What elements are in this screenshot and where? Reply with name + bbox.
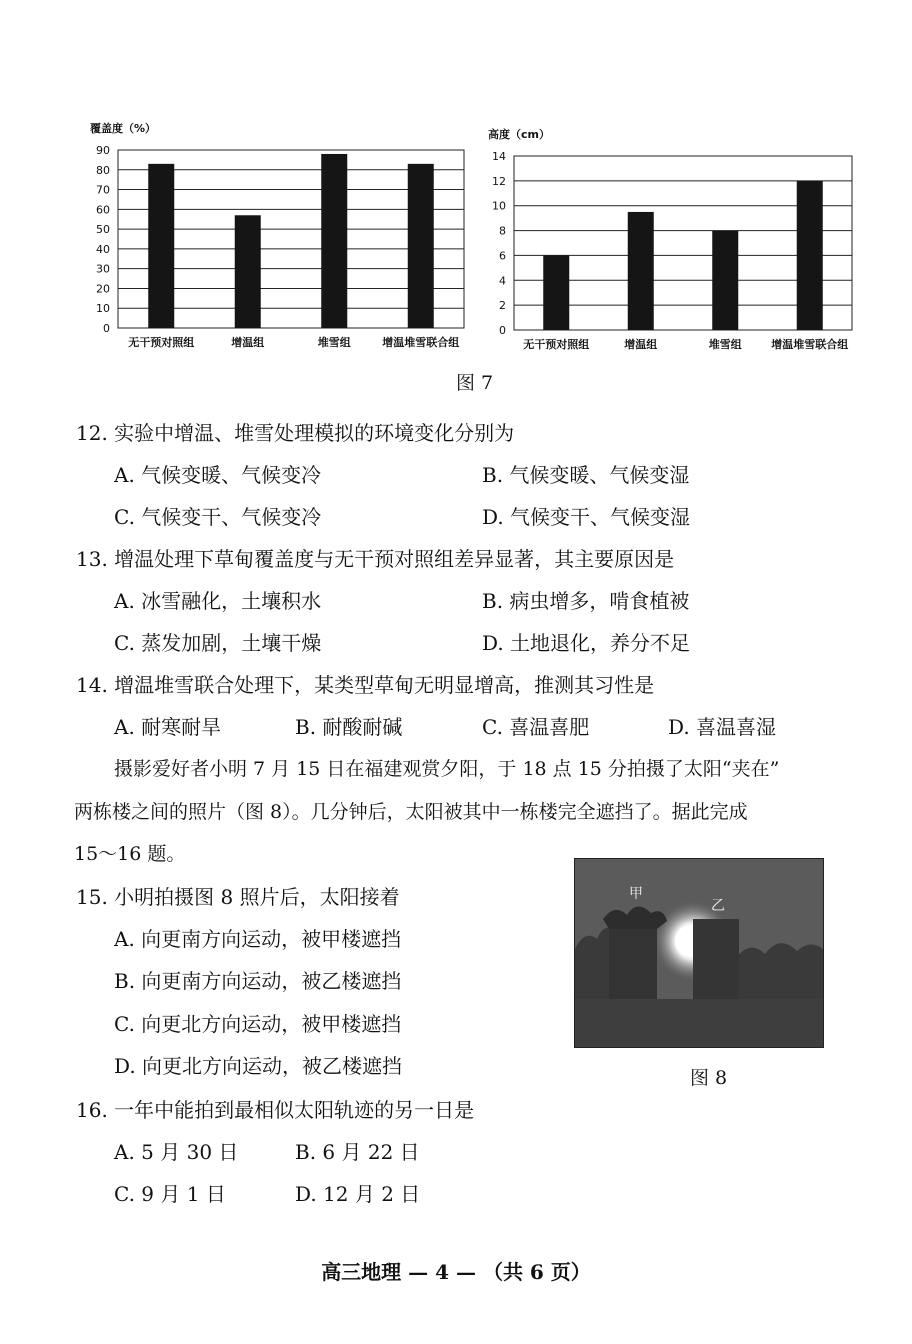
q15-option-b: B. 向更南方向运动，被乙楼遮挡 <box>114 969 402 993</box>
height-chart <box>480 120 870 364</box>
figure8-photo <box>574 858 824 1048</box>
q16-option-c: C. 9 月 1 日 <box>114 1182 226 1206</box>
y-axis-label: 高度（cm） <box>488 128 550 141</box>
coverage-chart <box>86 118 476 362</box>
category-label: 无干预对照组 <box>128 336 195 349</box>
bar <box>628 212 654 330</box>
q13-stem: 13. 增温处理下草甸覆盖度与无干预对照组差异显著，其主要原因是 <box>76 547 675 571</box>
q16-option-d: D. 12 月 2 日 <box>295 1182 421 1206</box>
y-tick-label: 60 <box>96 203 110 217</box>
page-footer: 高三地理 — 4 — （共 6 页） <box>321 1260 591 1284</box>
q14-option-b: B. 耐酸耐碱 <box>295 715 403 739</box>
q13-option-d: D. 土地退化，养分不足 <box>482 631 691 655</box>
q14-option-c: C. 喜温喜肥 <box>482 715 590 739</box>
y-tick-label: 4 <box>499 274 506 288</box>
q16-option-b: B. 6 月 22 日 <box>295 1140 420 1164</box>
bar <box>148 164 174 328</box>
bar <box>408 164 434 328</box>
bar <box>712 231 738 330</box>
category-label: 增温组 <box>231 336 265 349</box>
q16-option-a: A. 5 月 30 日 <box>114 1140 239 1164</box>
category-label: 增温堆雪联合组 <box>771 338 849 351</box>
y-tick-label: 20 <box>96 282 110 296</box>
y-tick-label: 70 <box>96 183 110 197</box>
y-tick-label: 40 <box>96 242 110 256</box>
q13-option-a: A. 冰雪融化，土壤积水 <box>114 589 322 613</box>
q12-option-c: C. 气候变干、气候变冷 <box>114 505 322 529</box>
q14-option-d: D. 喜温喜湿 <box>668 715 777 739</box>
figure7-caption: 图 7 <box>456 372 494 394</box>
q12-option-d: D. 气候变干、气候变湿 <box>482 505 691 529</box>
y-tick-label: 80 <box>96 163 110 177</box>
q15-option-c: C. 向更北方向运动，被甲楼遮挡 <box>114 1012 402 1036</box>
y-tick-label: 10 <box>96 302 110 316</box>
y-tick-label: 2 <box>499 299 506 313</box>
building-yi-label: 乙 <box>711 898 725 914</box>
category-label: 增温堆雪联合组 <box>382 336 460 349</box>
q15-option-d: D. 向更北方向运动，被乙楼遮挡 <box>114 1054 403 1078</box>
q14-stem: 14. 增温堆雪联合处理下，某类型草甸无明显增高，推测其习性是 <box>76 673 655 697</box>
bar <box>321 154 347 328</box>
y-axis-label: 覆盖度（%） <box>90 122 157 135</box>
bar <box>797 181 823 330</box>
passage-line-3: 15～16 题。 <box>74 843 186 865</box>
y-tick-label: 50 <box>96 223 110 237</box>
y-tick-label: 30 <box>96 262 110 276</box>
y-tick-label: 8 <box>499 224 506 238</box>
q16-stem: 16. 一年中能拍到最相似太阳轨迹的另一日是 <box>76 1098 475 1122</box>
category-label: 堆雪组 <box>708 338 742 351</box>
category-label: 无干预对照组 <box>523 338 590 351</box>
coverage-chart-svg <box>86 118 476 358</box>
q14-option-a: A. 耐寒耐旱 <box>114 715 222 739</box>
category-label: 增温组 <box>624 338 658 351</box>
y-tick-label: 10 <box>492 199 506 213</box>
bar <box>235 215 261 328</box>
y-tick-label: 0 <box>103 322 110 335</box>
passage-line-2: 两栋楼之间的照片（图 8）。几分钟后，太阳被其中一栋楼完全遮挡了。据此完成 <box>74 801 748 823</box>
category-label: 堆雪组 <box>317 336 351 349</box>
passage-line-1: 摄影爱好者小明 7 月 15 日在福建观赏夕阳，于 18 点 15 分拍摄了太阳“夹在” <box>114 758 780 780</box>
q13-option-b: B. 病虫增多，啃食植被 <box>482 589 690 613</box>
y-tick-label: 12 <box>492 174 506 188</box>
bar <box>543 255 569 330</box>
q12-stem: 12. 实验中增温、堆雪处理模拟的环境变化分别为 <box>76 421 515 445</box>
q12-option-a: A. 气候变暖、气候变冷 <box>114 463 322 487</box>
sunset-photo-illustration <box>575 859 823 1047</box>
y-tick-label: 6 <box>499 249 506 263</box>
y-tick-label: 90 <box>96 144 110 157</box>
q15-stem: 15. 小明拍摄图 8 照片后，太阳接着 <box>76 885 400 909</box>
y-tick-label: 14 <box>492 150 506 163</box>
building-jia-label: 甲 <box>629 886 643 902</box>
height-chart-svg <box>480 120 870 360</box>
q13-option-c: C. 蒸发加剧，土壤干燥 <box>114 631 322 655</box>
q15-option-a: A. 向更南方向运动，被甲楼遮挡 <box>114 927 402 951</box>
y-tick-label: 0 <box>499 324 506 337</box>
figure8-caption: 图 8 <box>690 1067 728 1089</box>
q12-option-b: B. 气候变暖、气候变湿 <box>482 463 690 487</box>
